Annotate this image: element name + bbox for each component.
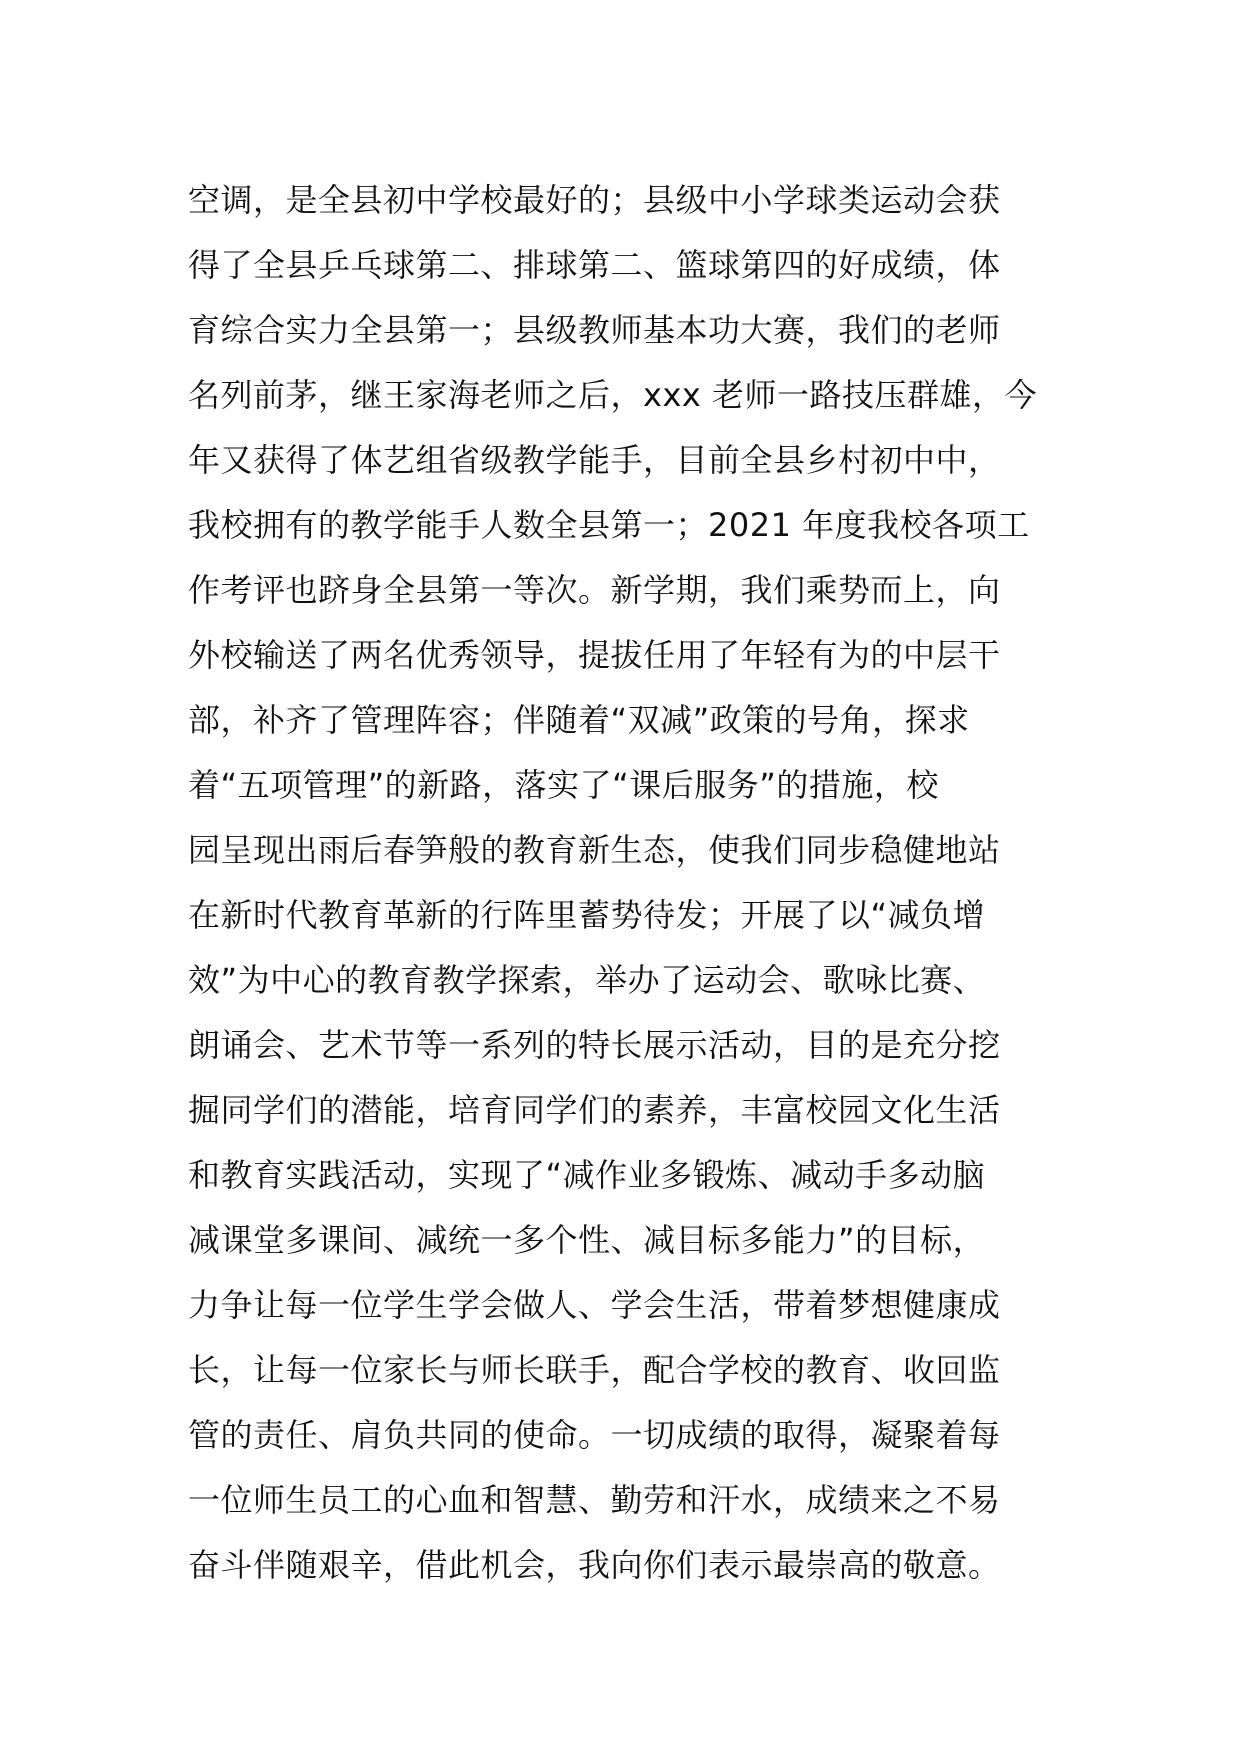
paragraph-line: 得了全县乒乓球第二、排球第二、篮球第四的好成绩，体 — [188, 246, 1001, 284]
paragraph-line: 力争让每一位学生学会做人、学会生活，带着梦想健康成 — [188, 1286, 1001, 1324]
paragraph-line: 作考评也跻身全县第一等次。新学期，我们乘势而上，向 — [188, 571, 1001, 609]
paragraph-line: 名列前茅，继王家海老师之后，xxx 老师一路技压群雄，今 — [188, 376, 1037, 414]
paragraph-line: 管的责任、肩负共同的使命。一切成绩的取得，凝聚着每 — [188, 1416, 1001, 1454]
body-paragraph — [188, 168, 1068, 1598]
paragraph-line: 朗诵会、艺术节等一系列的特长展示活动，目的是充分挖 — [188, 1026, 1001, 1064]
paragraph-line: 效”为中心的教育教学探索，举办了运动会、歌咏比赛、 — [188, 961, 986, 999]
paragraph-line: 一位师生员工的心血和智慧、勤劳和汗水，成绩来之不易 — [188, 1481, 1001, 1519]
paragraph-line: 掘同学们的潜能，培育同学们的素养，丰富校园文化生活 — [188, 1091, 1001, 1129]
paragraph-line: 外校输送了两名优秀领导，提拔任用了年轻有为的中层干 — [188, 636, 1001, 674]
paragraph-line: 部，补齐了管理阵容；伴随着“双减”政策的号角，探求 — [188, 701, 970, 739]
paragraph-line: 年又获得了体艺组省级教学能手，目前全县乡村初中中， — [188, 441, 1001, 479]
paragraph-line: 和教育实践活动，实现了“减作业多锻炼、减动手多动脑 — [188, 1156, 986, 1194]
paragraph-line: 着“五项管理”的新路，落实了“课后服务”的措施，校 — [188, 766, 939, 804]
paragraph-line: 育综合实力全县第一；县级教师基本功大赛，我们的老师 — [188, 311, 1001, 349]
paragraph-line: 我校拥有的教学能手人数全县第一；2021 年度我校各项工 — [188, 506, 1030, 544]
paragraph-line: 长，让每一位家长与师长联手，配合学校的教育、收回监 — [188, 1351, 1001, 1389]
paragraph-line: 在新时代教育革新的行阵里蓄势待发；开展了以“减负增 — [188, 896, 986, 934]
paragraph-line: 奋斗伴随艰辛，借此机会，我向你们表示最崇高的敬意。 — [188, 1546, 1001, 1584]
paragraph-line: 空调，是全县初中学校最好的；县级中小学球类运动会获 — [188, 181, 1001, 219]
paragraph-line: 园呈现出雨后春笋般的教育新生态，使我们同步稳健地站 — [188, 831, 1001, 869]
paragraph-line: 减课堂多课间、减统一多个性、减目标多能力”的目标， — [188, 1221, 986, 1259]
